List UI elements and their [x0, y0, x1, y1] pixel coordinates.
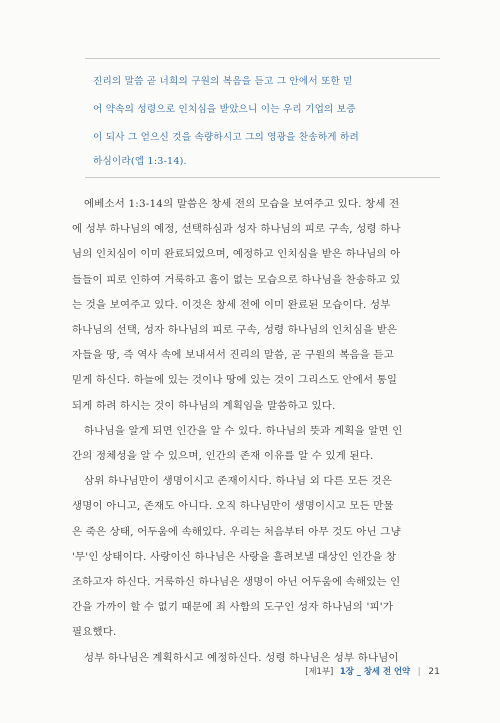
body-line: 생명이 아니고, 존재도 아니다. 오직 하나님만이 생명이시고 모든 만물: [72, 500, 394, 513]
body-line: 되게 하려 하시는 것이 하나님의 계획임을 말씀하고 있다.: [72, 399, 336, 412]
body-line: 간의 정체성을 알 수 있으며, 인간의 존재 이유를 알 수 있게 된다.: [72, 450, 374, 462]
body-line: 간을 가까이 할 수 없기 때문에 죄 사함의 도구인 성자 하나님의 '피'가: [72, 601, 394, 614]
body-line: 에 성부 하나님의 예정, 선택하심과 성자 하나님의 피로 구속, 성령 하나: [72, 223, 401, 236]
body-line: 자들을 땅, 즉 역사 속에 보내셔서 진리의 말씀, 곧 구원의 복음을 듣고: [72, 349, 394, 362]
page-number: 21: [428, 666, 440, 677]
body-line: 필요했다.: [72, 626, 117, 639]
body-line: 는 것을 보여주고 있다. 이것은 창세 전에 이미 완료된 모습이다. 성부: [72, 298, 391, 311]
footer-separator: |: [417, 666, 421, 676]
body-line: '무'인 상태이다. 사랑이신 하나님은 사랑을 흘려보낼 대상인 인간을 창: [72, 550, 397, 563]
footer-part: [제1부]: [305, 666, 334, 676]
body-line: 은 죽은 상태, 어두움에 속해있다. 우리는 처음부터 아무 것도 아닌 그냥: [72, 525, 401, 538]
body-line: 믿게 하신다. 하늘에 있는 것이나 땅에 있는 것이 그리스도 안에서 통일: [72, 374, 398, 387]
quote-box: [85, 58, 440, 178]
footer-chapter: 1장 _ 창세 전 언약: [339, 666, 411, 676]
quote-line: 진리의 말씀 곧 너희의 구원의 복음을 듣고 그 안에서 또한 믿: [93, 76, 353, 87]
body-line: 하나님을 알게 되면 인간을 알 수 있다. 하나님의 뜻과 계획을 알면 인: [84, 424, 403, 437]
body-line: 조하고자 하신다. 거룩하신 하나님은 생명이 아닌 어두움에 속해있는 인: [72, 576, 401, 588]
body-line: 에베소서 1:3-14의 말씀은 창세 전의 모습을 보여주고 있다. 창세 전: [84, 198, 400, 210]
body-line: 성부 하나님은 계획하시고 예정하신다. 성령 하나님은 성부 하나님이: [84, 651, 399, 664]
body-line: 님의 인치심이 이미 완료되었으며, 예정하고 인치심을 받은 하나님의 아: [72, 248, 401, 261]
quote-line: 이 되사 그 얻으신 것을 속량하시고 그의 영광을 찬송하게 하려: [93, 132, 359, 143]
quote-line: 어 약속의 성령으로 인치심을 받았으니 이는 우리 기업의 보증: [93, 104, 356, 115]
body-line: 삼위 하나님만이 생명이시고 존재이시다. 하나님 외 다른 모든 것은: [84, 475, 392, 488]
body-line: 들들이 피로 인하여 거룩하고 흠이 없는 모습으로 하나님을 찬송하고 있: [72, 273, 401, 286]
page-footer: [305, 665, 440, 677]
quote-line: 하심이라(엡 1:3-14).: [93, 156, 187, 167]
body-line: 하나님의 선택, 성자 하나님의 피로 구속, 성령 하나님의 인치심을 받은: [72, 324, 398, 336]
